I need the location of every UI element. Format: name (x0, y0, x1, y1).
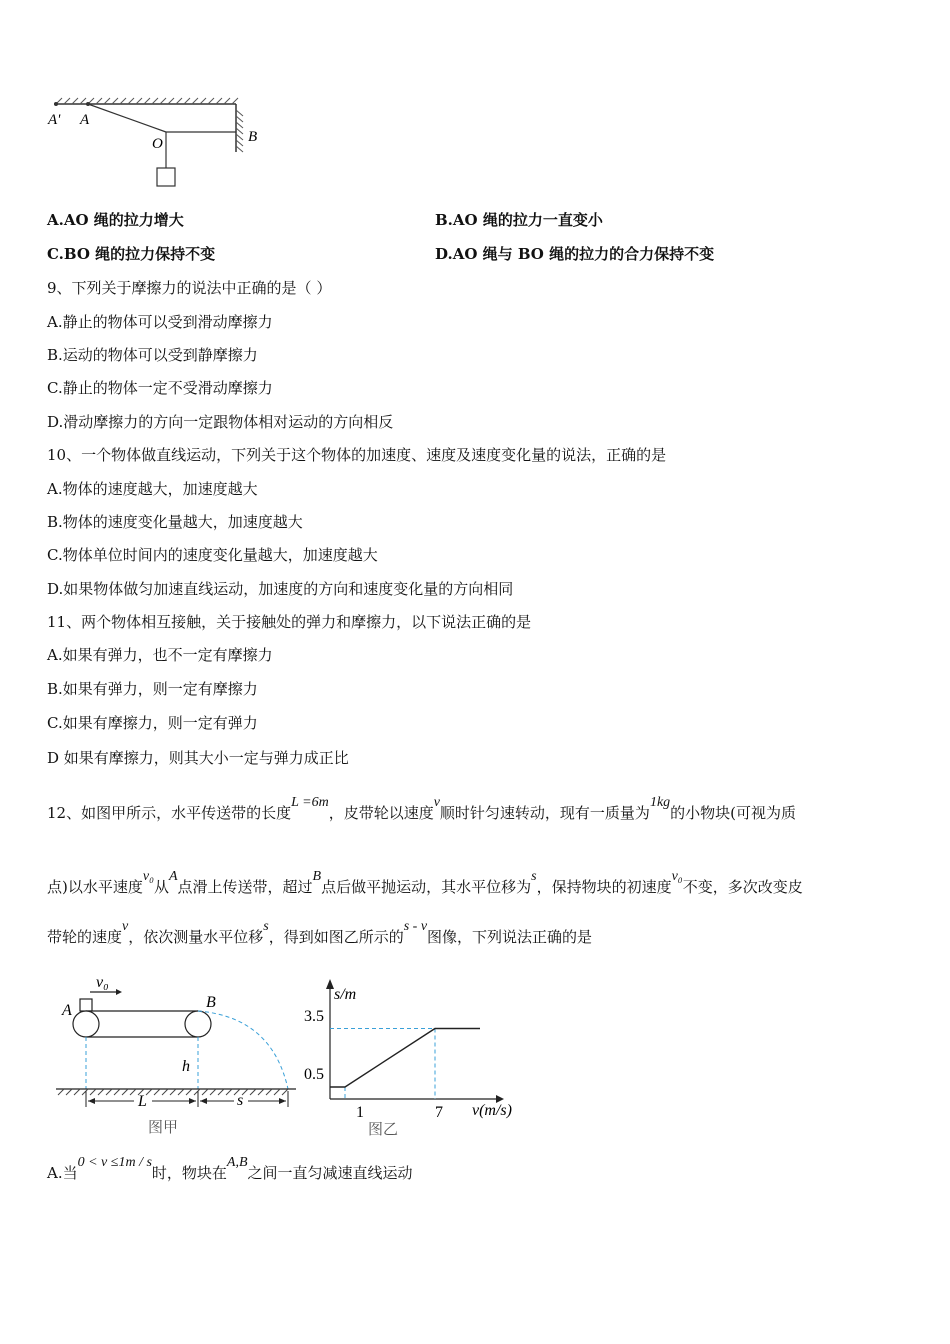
q12-option-text: 之间一直匀减速直线运动 (247, 1164, 413, 1182)
q12-text: 图像，下列说法正确的是 (427, 928, 593, 946)
height-label: h (182, 1058, 190, 1075)
q12-option-a (47, 1155, 413, 1185)
s-v-line (330, 1029, 480, 1088)
math-s-v: s - v (403, 919, 428, 934)
label-a-prime: A' (48, 112, 61, 128)
caption-yi: 图乙 (368, 1120, 399, 1138)
y-tick-3-5: 3.5 (304, 1008, 324, 1025)
q12-text: 12、如图甲所示，水平传送带的长度 (47, 804, 292, 822)
q12-text: ，保持物块的初速度 (536, 878, 672, 896)
q12-line-3 (47, 919, 593, 949)
q10-stem: 10、一个物体做直线运动，下列关于这个物体的加速度、速度及速度变化量的说法，正确的是 (47, 446, 667, 464)
q8-option-a: A.AO 绳的拉力增大 (47, 211, 184, 229)
math-b: B (312, 869, 322, 884)
q10-option-c: C.物体单位时间内的速度变化量越大，加速度越大 (47, 546, 378, 564)
rope-figure (40, 92, 280, 192)
q9-option-b: B.运动的物体可以受到静摩擦力 (47, 346, 258, 364)
math-s: s (531, 869, 537, 884)
q11-option-d: D 如果有摩擦力，则其大小一定与弹力成正比 (47, 749, 349, 767)
q12-text: 带轮的速度 (47, 928, 123, 946)
displacement-label: s (237, 1092, 244, 1109)
y-axis-label: s/m (334, 986, 357, 1003)
y-tick-0-5: 0.5 (304, 1066, 324, 1083)
caption-jia: 图甲 (148, 1118, 179, 1136)
v0-label: v₀ (96, 974, 109, 991)
q10-option-d: D.如果物体做匀加速直线运动，加速度的方向和速度变化量的方向相同 (47, 580, 514, 598)
math-v: v (122, 919, 129, 934)
conveyor-figure (50, 965, 300, 1140)
q12-text: 点后做平抛运动，其水平位移为 (321, 878, 532, 896)
math-ab: A,B (226, 1155, 248, 1170)
x-tick-7: 7 (435, 1104, 443, 1121)
q11-option-b: B.如果有弹力，则一定有摩擦力 (47, 680, 258, 698)
q11-option-c: C.如果有摩擦力，则一定有弹力 (47, 714, 258, 732)
q12-option-text: A.当 (47, 1164, 78, 1182)
q9-option-c: C.静止的物体一定不受滑动摩擦力 (47, 379, 273, 397)
q9-option-a: A.静止的物体可以受到滑动摩擦力 (47, 313, 273, 331)
q11-stem: 11、两个物体相互接触，关于接触处的弹力和摩擦力，以下说法正确的是 (47, 613, 532, 631)
math-v: v (433, 795, 440, 810)
q8-option-d: D.AO 绳与 BO 绳的拉力的合力保持不变 (435, 245, 715, 263)
q12-text: 点滑上传送带，超过 (177, 878, 313, 896)
math-s: s (263, 919, 269, 934)
q12-line-2 (47, 869, 803, 899)
point-a-label: A (62, 1002, 72, 1019)
q12-text: ，得到如图乙所示的 (268, 928, 404, 946)
label-b: B (248, 129, 258, 145)
q12-text: ，依次测量水平位移 (128, 928, 264, 946)
q12-text: 顺时针匀速转动，现有一质量为 (439, 804, 650, 822)
x-tick-1: 1 (356, 1104, 364, 1121)
q12-text: 点)以水平速度 (47, 878, 143, 896)
q12-option-text: 时，物块在 (151, 1164, 227, 1182)
math-a: A (168, 869, 178, 884)
q10-option-b: B.物体的速度变化量越大，加速度越大 (47, 513, 303, 531)
q12-line-1 (47, 795, 797, 825)
q10-option-a: A.物体的速度越大，加速度越大 (47, 480, 258, 498)
q12-text: 不变，多次改变皮 (682, 878, 803, 896)
q12-text: ，皮带轮以速度 (328, 804, 434, 822)
x-axis-label: v(m/s) (472, 1102, 512, 1119)
q9-option-d: D.滑动摩擦力的方向一定跟物体相对运动的方向相反 (47, 413, 394, 431)
point-b-label: B (206, 994, 216, 1011)
q8-option-b: B.AO 绳的拉力一直变小 (435, 211, 603, 229)
q12-text: 从 (153, 878, 169, 896)
math-length: L =6m (291, 795, 329, 810)
q8-option-c: C.BO 绳的拉力保持不变 (47, 245, 216, 263)
q12-text: 的小物块(可视为质 (670, 804, 797, 822)
label-o: O (152, 136, 163, 152)
s-v-graph (300, 975, 530, 1140)
math-v0: v₀ (671, 869, 683, 884)
q9-stem: 9、下列关于摩擦力的说法中正确的是（ ） (47, 279, 332, 297)
q11-option-a: A.如果有弹力，也不一定有摩擦力 (47, 646, 273, 664)
label-a: A (80, 112, 90, 128)
math-mass: 1kg (649, 795, 671, 810)
math-v0: v₀ (142, 869, 154, 884)
math-range: 0 < v ≤1m / s (77, 1155, 152, 1170)
length-label: L (138, 1093, 147, 1110)
